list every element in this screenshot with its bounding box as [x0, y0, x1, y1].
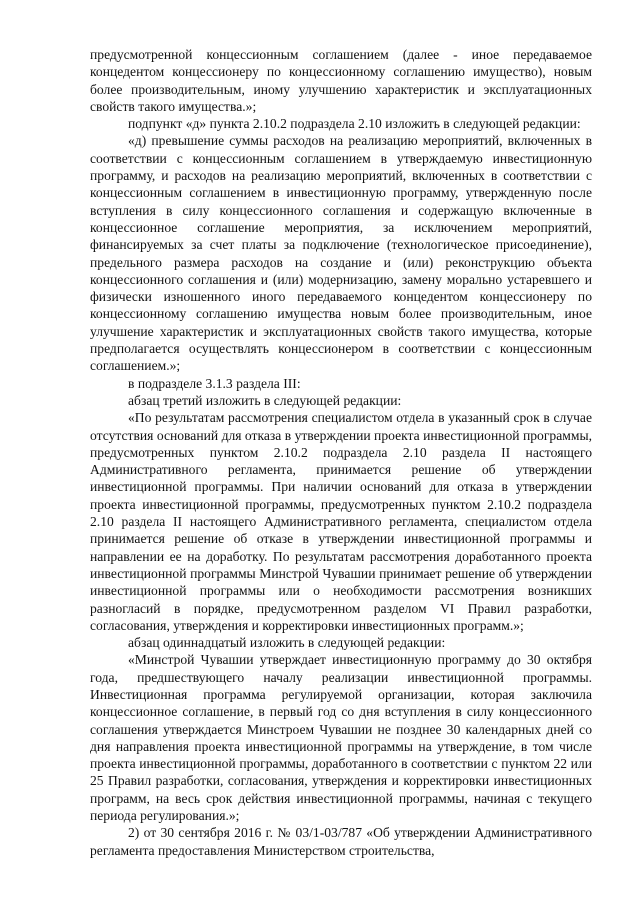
- paragraph-8: «Минстрой Чувашии утверждает инвестиционную программу до 30 октября года, предшествующего началу реализации инвестиционной программы. Инвестиционная программа регулируемой организации, которая заключила концессионное соглашение, в первый год со дня вступления в силу концессионного соглашения утверждается Минстроем Чувашии не позднее 30 календарных дней со дня направления проекта инвестиционной программы на утверждение, в том числе проекта инвестиционной программы, доработанного в соответствии с пунктом 22 или 25 Правил разработки, согласования, утверждения и корректировки инвестиционных программ, на весь срок действия инвестиционной программы, начиная с текущего периода регулирования.»;: [90, 652, 592, 824]
- paragraph-6: «По результатам рассмотрения специалистом отдела в указанный срок в случае отсутствия оснований для отказа в утверждении проекта инвестиционной программы, предусмотренных пунктом 2.10.2 подраздела 2.10 раздела II настоящего Административного регламента, принимается решение об утверждении инвестиционной программы. При наличии оснований для отказа в утверждении проекта инвестиционной программы, предусмотренных пунктом 2.10.2 подраздела 2.10 раздела II настоящего Административного регламента, специалистом отдела принимается решение об отказе в утверждении инвестиционной программы и направлении ее на доработку. По результатам рассмотрения доработанного проекта инвестиционной программы Минстрой Чувашии принимает решение об утверждении инвестиционной программы или о необходимости рассмотрения возникших разногласий в порядке, предусмотренном разделом VI Правил разработки, согласования, утверждения и корректировки инвестиционных программ.»;: [90, 410, 592, 633]
- document-page: [90, 46, 592, 859]
- paragraph-5: абзац третий изложить в следующей редакции:: [128, 392, 402, 408]
- paragraph-2: подпункт «д» пункта 2.10.2 подраздела 2.10 изложить в следующей редакции:: [128, 116, 581, 132]
- paragraph-7: абзац одиннадцатый изложить в следующей редакции:: [128, 635, 446, 651]
- paragraph-3: «д) превышение суммы расходов на реализацию мероприятий, включенных в соответствии с концессионным соглашением в утверждаемую инвестиционную программу, и расходов на реализацию мероприятий, включенных в соответствии с концессионным соглашением в инвестиционную программу, утвержденную после вступления в силу концессионного соглашения и содержащую включенные в концессионное соглашение мероприятия, за исключением мероприятий, финансируемых за счет платы за подключение (технологическое присоединение), предельного размера расходов на создание и (или) реконструкцию объекта концессионного соглашения и (или) модернизацию, замену морально устаревшего и физически изношенного иного передаваемого концедентом концессионеру по концессионному соглашению имущества новым более производительным, иное улучшение характеристик и эксплуатационных свойств такого имущества, которые предполагается осуществлять концессионером в соответствии с концессионным соглашением.»;: [90, 133, 592, 374]
- paragraph-9: 2) от 30 сентября 2016 г. № 03/1-03/787 «Об утверждении Административного регламента предоставления Министерством строительства,: [90, 825, 592, 858]
- paragraph-1: предусмотренной концессионным соглашением (далее - иное передаваемое концедентом концессионеру по концессионному соглашению имущество), новым более производительным, иному улучшению характеристик и эксплуатационных свойств такого имущества.»;: [90, 47, 592, 114]
- paragraph-4: в подразделе 3.1.3 раздела III:: [128, 375, 301, 391]
